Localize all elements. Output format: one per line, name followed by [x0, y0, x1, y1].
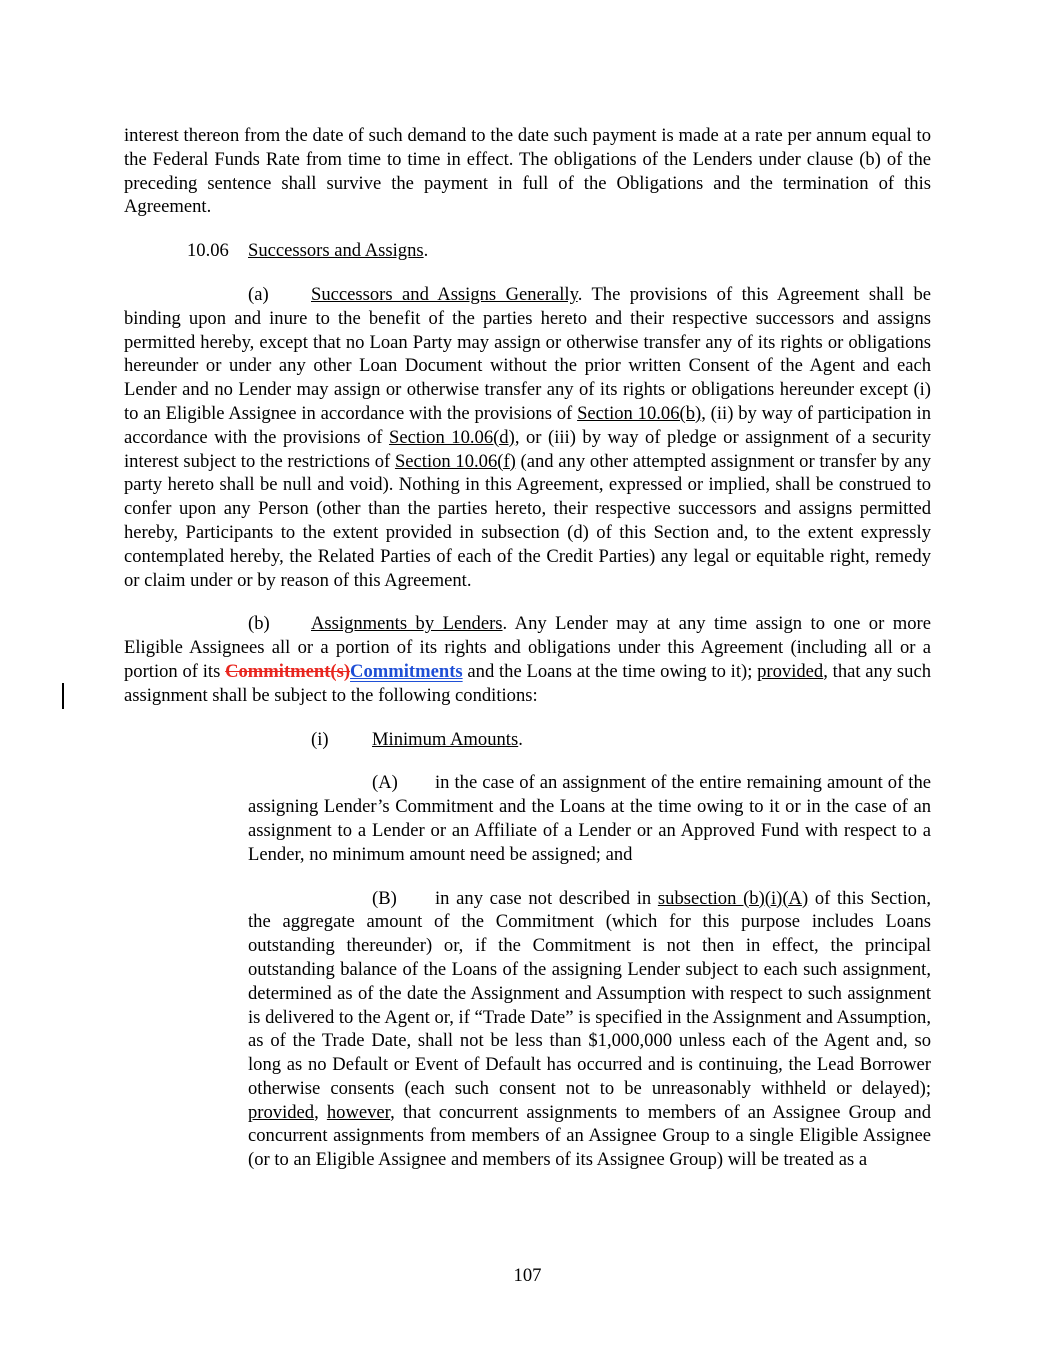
section-ref-10-06-d: Section 10.06(d) — [388, 426, 515, 448]
paragraph-b-title: Assignments by Lenders — [311, 613, 503, 635]
provided-term: provided — [757, 660, 824, 682]
paragraph-b-label: (b) — [248, 613, 270, 635]
page-number: 107 — [513, 1265, 542, 1286]
section-title: Successors and Assigns — [248, 240, 424, 262]
clause-i-title: Minimum Amounts — [372, 728, 519, 750]
clause-A-label: (A) — [372, 772, 398, 794]
document-page — [124, 124, 931, 1172]
however-term: however — [326, 1101, 391, 1123]
paragraph-a-label: (a) — [248, 283, 269, 305]
clause-A: (A) in the case of an assignment of the entire remaining amount of the assigning Lender’s Commitment and the Loans at the time owing to it or in the case of an assignment to a Lender or an Affiliate of a Lender or an Approved Fund with respect to a Lender, no minimum amount need be assigned; and — [248, 772, 931, 865]
paragraph-a-title: Successors and Assigns Generally — [311, 283, 578, 305]
clause-i-heading: (i) Minimum Amounts. — [311, 728, 523, 750]
paragraph-a: (a) Successors and Assigns Generally. The provisions of this Agreement shall be binding upon and inure to the benefit of the parties hereto and their respective successors and assigns permitted hereby, except that no Loan Party may assign or otherwise transfer any of its rights or obligations hereunder or under any other Loan Document without the prior written Consent of the Agent and each Lender and no Lender may assign or otherwise transfer any of its rights or obligations hereunder except (i) to an Eligible Assignee in accordance with the provisions of Section 10.06(b), (ii) by way of participation in accordance with the provisions of Section 10.06(d), or (iii) by way of pledge or assignment of a security interest subject to the restrictions of Section 10.06(f) (and any other attempted assignment or transfer by any party hereto shall be null and void). Nothing in this Agreement, expressed or implied, shall be construed to confer upon any Person (other than the parties hereto, their respective successors and assigns permitted hereby, Participants to the extent provided in subsection (d) of this Section and, to the extent expressly contemplated hereby, the Related Parties of each of the Credit Parties) any legal or equitable right, remedy or claim under or by reason of this Agreement. — [124, 283, 932, 591]
change-bar — [62, 683, 64, 709]
clause-i-label: (i) — [311, 728, 329, 750]
paragraph-continuation: interest thereon from the date of such demand to the date such payment is made at a rate per annum equal to the Federal Funds Rate from time to time in effect. The obligations of the Lenders under clause (b) of the preceding sentence shall survive the payment in full of the Obligations and the termination of this Agreement. — [124, 125, 931, 218]
section-ref-10-06-f: Section 10.06(f) — [394, 450, 516, 472]
paragraph-b: (b) Assignments by Lenders. Any Lender may at any time assign to one or more Eligible Assignees all or a portion of its rights and obligations under this Agreement (including all or a portion of its Commitment(s)Commitments and the Loans at the time owing to it); provided, that any such assignment shall be subject to the following conditions: — [124, 613, 931, 706]
subsection-ref: subsection (b)(i)(A) — [657, 887, 809, 909]
section-ref-10-06-b: Section 10.06(b) — [577, 402, 702, 424]
inserted-text: Commitments — [350, 660, 463, 682]
clause-B-label: (B) — [372, 887, 397, 909]
section-number: 10.06 — [187, 240, 229, 262]
clause-B: (B) in any case not described in subsection (b)(i)(A) of this Section, the aggregate amount of the Commitment (which for this purpose includes Loans outstanding thereunder) or, if the Commitment is not then in effect, the principal outstanding balance of the Loans of the assigning Lender subject to each such assignment, determined as of the date the Assignment and Assumption with respect to such assignment is delivered to the Agent or, if “Trade Date” is specified in the Assignment and Assumption, as of the Trade Date, shall not be less than $1,000,000 unless each of the Agent and, so long as no Default or Event of Default has occurred and is continuing, the Lead Borrower otherwise consents (each such consent not to be unreasonably withheld or delayed); provided, however, that concurrent assignments to members of an Assignee Group and concurrent assignments from members of an Assignee Group to a single Eligible Assignee (or to an Eligible Assignee and members of its Assignee Group) will be treated as a — [248, 887, 932, 1171]
deleted-text: Commitment(s) — [225, 660, 351, 682]
provided-term: provided — [248, 1101, 315, 1123]
section-10-06-heading: 10.06 Successors and Assigns. — [187, 240, 429, 262]
